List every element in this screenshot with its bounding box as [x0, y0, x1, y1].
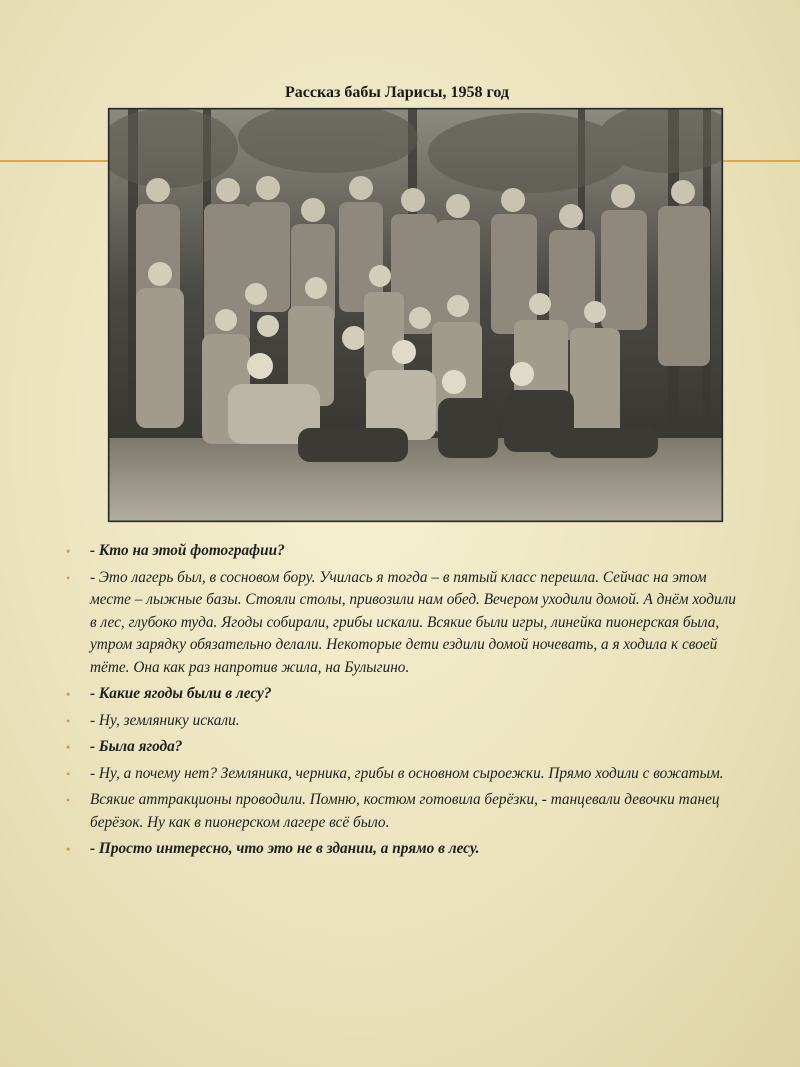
list-item: • - Была ягода?	[66, 736, 736, 759]
list-item: • - Это лагерь был, в сосновом бору. Училась я тогда – в пятый класс перешла. Сейчас на этом месте – лыжные базы. Стояли столы, привозили нам обед. Вечером уходили домой. А днём ходили в лес, глубоко туда. Ягоды собирали, грибы искали. Всякие были игры, линейка пионерская была, утром зарядку обязательно делали. Некоторые дети ездили домой ночевать, а я ходила к своей тёте. Она как раз напротив жила, на Булыгино.	[66, 568, 736, 676]
list-item: • Всякие аттракционы проводили. Помню, костюм готовила берёзки, - танцевали девочки танец берёзок. Ну как в пионерском лагере всё было.	[66, 791, 720, 831]
bullet-icon: •	[66, 570, 71, 585]
group-photo-icon	[108, 108, 723, 522]
list-item: • - Просто интересно, что это не в здании, а прямо в лесу.	[66, 838, 736, 861]
interview-text	[66, 540, 736, 865]
bullet-icon: •	[66, 766, 71, 781]
list-item: • - Кто на этой фотографии?	[66, 540, 736, 563]
bullet-icon: •	[66, 687, 71, 701]
group-photo	[108, 108, 723, 522]
bullet-icon: •	[66, 713, 71, 728]
bullet-icon: •	[66, 793, 71, 807]
bullet-icon: •	[66, 842, 71, 856]
bullet-icon: •	[66, 544, 71, 558]
slide-title: Рассказ бабы Ларисы, 1958 год	[284, 84, 509, 101]
list-item: • - Ну, а почему нет? Земляника, черника, грибы в основном сыроежки. Прямо ходили с вожатым.	[66, 763, 736, 786]
list-item: • - Ну, землянику искали.	[66, 710, 736, 733]
list-item: • - Какие ягоды были в лесу?	[66, 683, 736, 706]
bullet-icon: •	[66, 740, 71, 754]
accent-line-right	[722, 160, 800, 162]
accent-line-left	[0, 160, 108, 162]
